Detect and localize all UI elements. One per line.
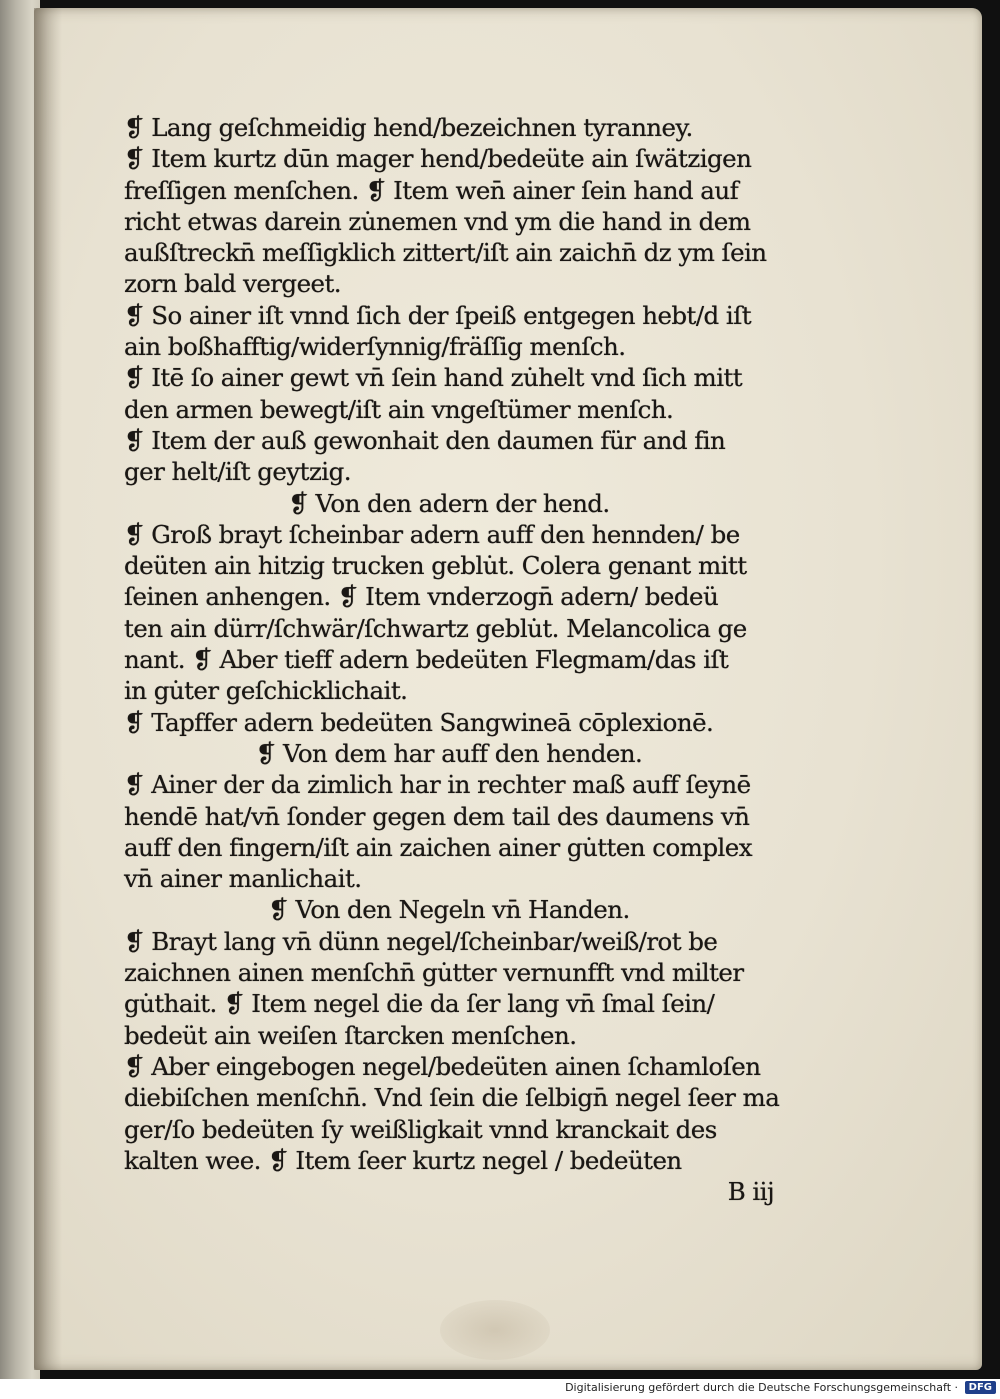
paper-stain <box>440 1300 550 1360</box>
text-line: kalten wee. ❡ Item ſeer kurtz negel / bedeüten <box>124 1145 682 1175</box>
text-line: bedeüt ain weiſen ſtarcken menſchen. <box>124 1020 577 1050</box>
funding-credit: Digitalisierung gefördert durch die Deutsche Forschungsgemeinschaft · <box>565 1381 958 1394</box>
text-line: richt etwas darein zu̇nemen vnd ym die hand in dem <box>124 206 751 236</box>
text-line: ❡ So ainer iſt vnnd ſich der ſpeiß entgegen hebt/d iſt <box>124 300 752 330</box>
text-line: außſtreckn̄ meſſigklich zittert/iſt ain zaichn̄ dz ym ſein <box>124 238 767 268</box>
gutter-shadow <box>34 8 62 1370</box>
text-line: ❡ Itē ſo ainer gewt vn̄ ſein hand zu̇helt vnd ſich mitt <box>124 363 743 393</box>
text-line: ❡ Item der auß gewonhait den daumen für and fin <box>124 425 726 455</box>
text-line: zaichnen ainen menſchn̄ gu̇tter vernunfft vnd milter <box>124 958 744 988</box>
signature-mark: B iij <box>727 1177 774 1207</box>
text-line: ſeinen anhengen. ❡ Item vnderzogn̄ adern/ bedeü <box>124 582 719 612</box>
text-line: deüten ain hitzig trucken geblu̇t. Colera genant mitt <box>124 551 747 581</box>
text-line: gu̇thait. ❡ Item negel die da ſer lang vn̄ ſmal ſein/ <box>124 989 715 1019</box>
text-line: ❡ Aber eingebogen negel/bedeüten ainen ſchamloſen <box>124 1051 761 1081</box>
text-line: nant. ❡ Aber tieff adern bedeüten Flegmam/das iſt <box>124 645 729 675</box>
text-line: freſſigen menſchen. ❡ Item wen̄ ainer ſein hand auf <box>124 175 739 205</box>
text-line: ❡ Ainer der da zimlich har in rechter maß auff ſeynē <box>124 770 751 800</box>
text-line: den armen bewegt/iſt ain vngeſtümer menſch. <box>124 394 674 424</box>
text-line: vn̄ ainer manlichait. <box>124 864 362 894</box>
text-line: ❡ Lang geſchmeidig hend/bezeichnen tyranney. <box>124 113 693 142</box>
text-line: ❡ Item kurtz dūn mager hend/bedeüte ain ſwätzigen <box>124 144 752 174</box>
footer-bar <box>0 1379 1000 1399</box>
section-heading: ❡ Von den Negeln vn̄ Handen. <box>268 895 630 925</box>
text-line: ger/ſo bedeüten ſy weißligkait vnnd kranckait des <box>124 1114 717 1144</box>
text-line: hendē hat/vn̄ ſonder gegen dem tail des daumens vn̄ <box>124 801 750 831</box>
text-line: ten ain dürr/ſchwär/ſchwartz geblu̇t. Melancolica ge <box>124 613 747 643</box>
text-line: ❡ Brayt lang vn̄ dünn negel/ſcheinbar/weiß/rot be <box>124 926 718 956</box>
text-line: ger helt/iſt geytzig. <box>124 457 351 487</box>
text-line: in gu̇ter geſchicklichait. <box>124 676 408 706</box>
text-line: ❡ Tapffer adern bedeüten Sangwineā cōplexionē. <box>124 707 714 737</box>
text-line: auff den fingern/iſt ain zaichen ainer gu̇tten complex <box>124 832 752 862</box>
dfg-logo: DFG <box>965 1381 996 1394</box>
text-line: zorn bald vergeet. <box>124 269 342 299</box>
text-line: ❡ Groß brayt ſcheinbar adern auff den hennden/ be <box>124 519 740 549</box>
section-heading: ❡ Von dem har auff den henden. <box>255 738 643 768</box>
page-text <box>124 112 780 1207</box>
text-line: ain boßhafftig/widerſynnig/fräſſig menſch. <box>124 332 626 362</box>
text-line: diebiſchen menſchn̄. Vnd ſein die ſelbign̄ negel ſeer ma <box>124 1083 780 1113</box>
section-heading: ❡ Von den adern der hend. <box>288 488 610 518</box>
